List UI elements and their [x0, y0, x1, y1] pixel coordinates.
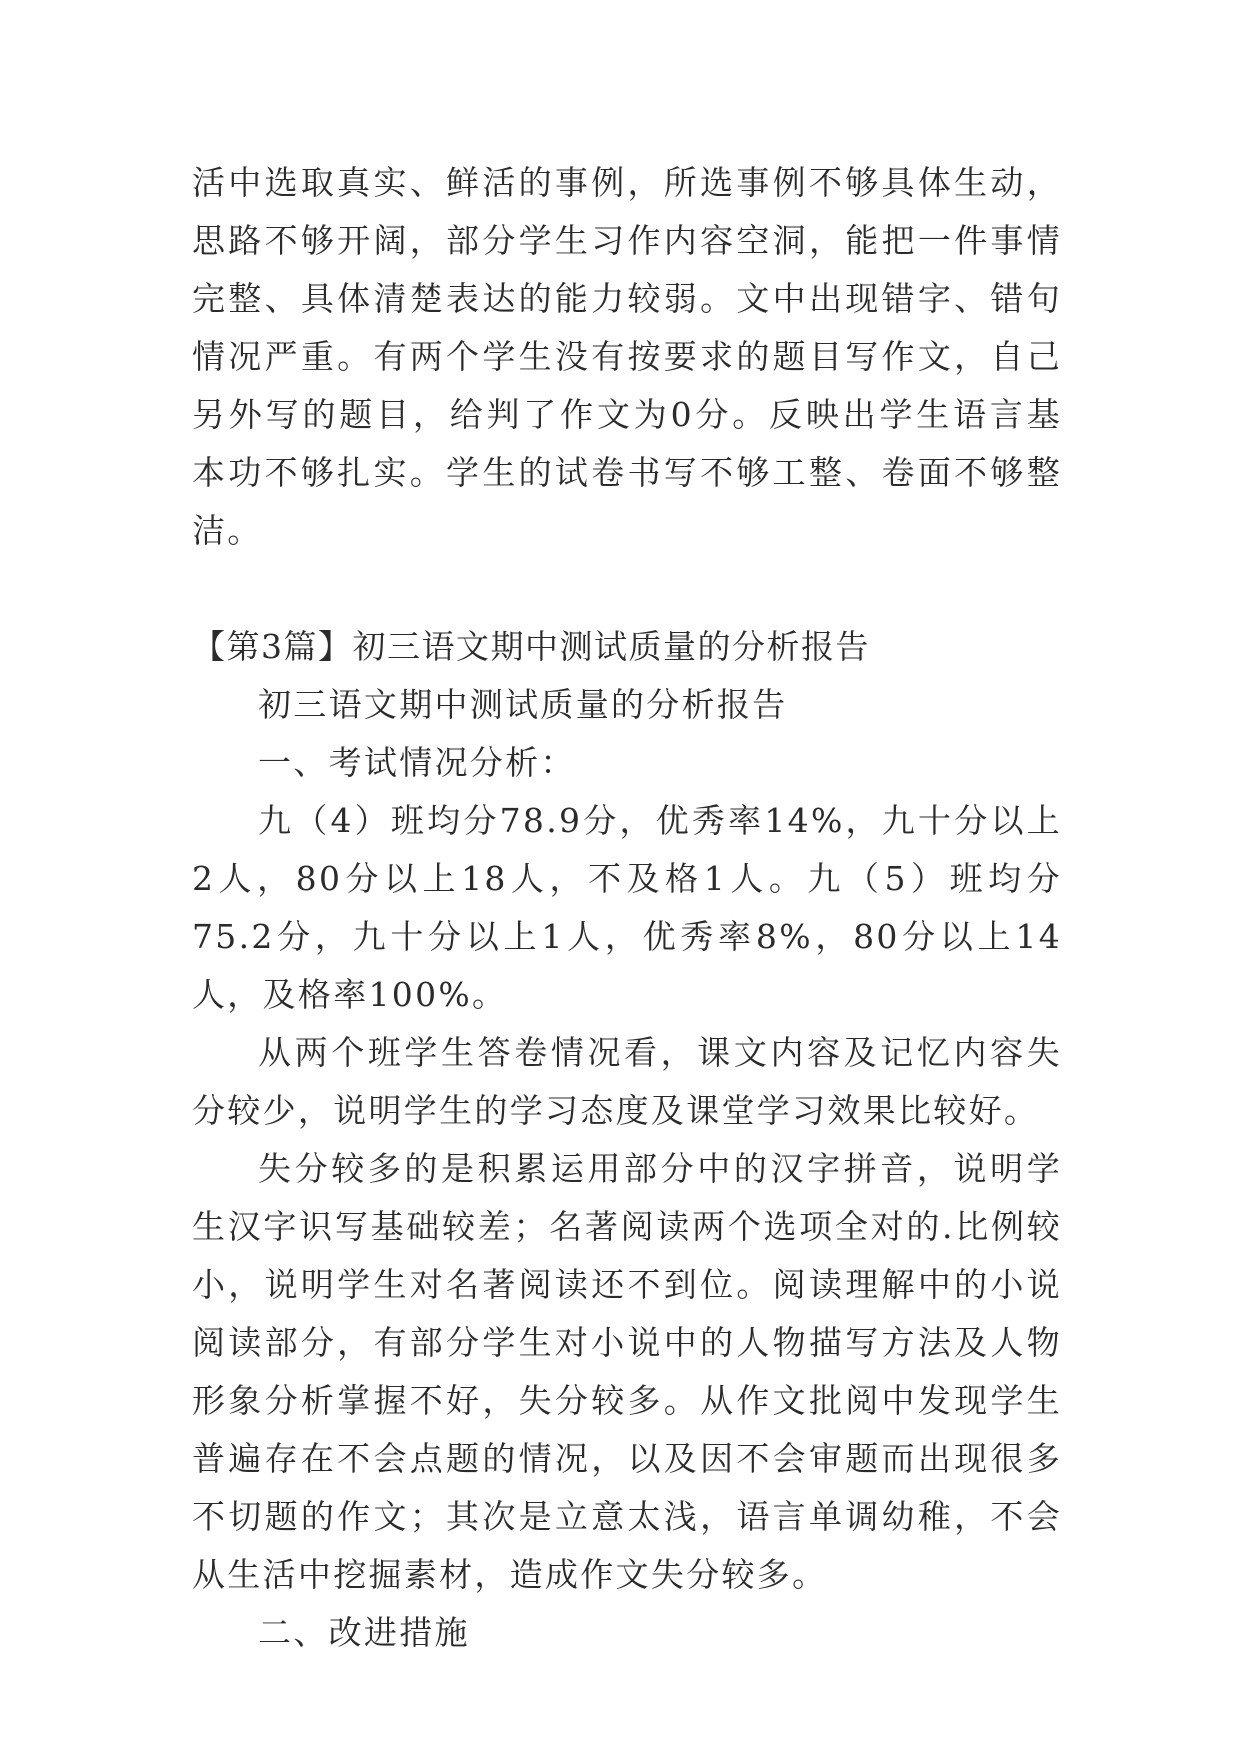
body-paragraph-answers: 从两个班学生答卷情况看，课文内容及记忆内容失分较少，说明学生的学习态度及课堂学习效果比较好。 [192, 1033, 1062, 1130]
body-paragraph-losses: 失分较多的是积累运用部分中的汉字拼音，说明学生汉字识写基础较差；名著阅读两个选项全对的.比例较小，说明学生对名著阅读还不到位。阅读理解中的小说阅读部分，有部分学生对小说中的人物描写方法及人物形象分析掌握不好，失分较多。从作文批阅中发现学生普遍存在不会点题的情况，以及因不会审题而出现很多不切题的作文；其次是立意太浅，语言单调幼稚，不会从生活中挖掘素材，造成作文失分较多。 [192, 1149, 1062, 1594]
paragraph-gap [192, 560, 1062, 618]
section-title-1: 一、考试情况分析： [258, 743, 576, 782]
body-paragraph-scores: 九（4）班均分78.9分，优秀率14%，九十分以上2人，80分以上18人，不及格1人。九（5）班均分75.2分，九十分以上1人，优秀率8%，80分以上14人，及格率100%。 [192, 801, 1062, 1014]
section-title-2: 二、改进措施 [258, 1613, 470, 1652]
article-title: 初三语文期中测试质量的分析报告 [258, 685, 788, 724]
article-heading: 【第3篇】初三语文期中测试质量的分析报告 [192, 627, 870, 666]
continuation-paragraph: 活中选取真实、鲜活的事例，所选事例不够具体生动，思路不够开阔，部分学生习作内容空洞，能把一件事情完整、具体清楚表达的能力较弱。文中出现错字、错句情况严重。有两个学生没有按要求的题目写作文，自己另外写的题目，给判了作文为0分。反映出学生语言基本功不够扎实。学生的试卷书写不够工整、卷面不够整洁。 [192, 163, 1062, 550]
document-page [192, 154, 1062, 1662]
